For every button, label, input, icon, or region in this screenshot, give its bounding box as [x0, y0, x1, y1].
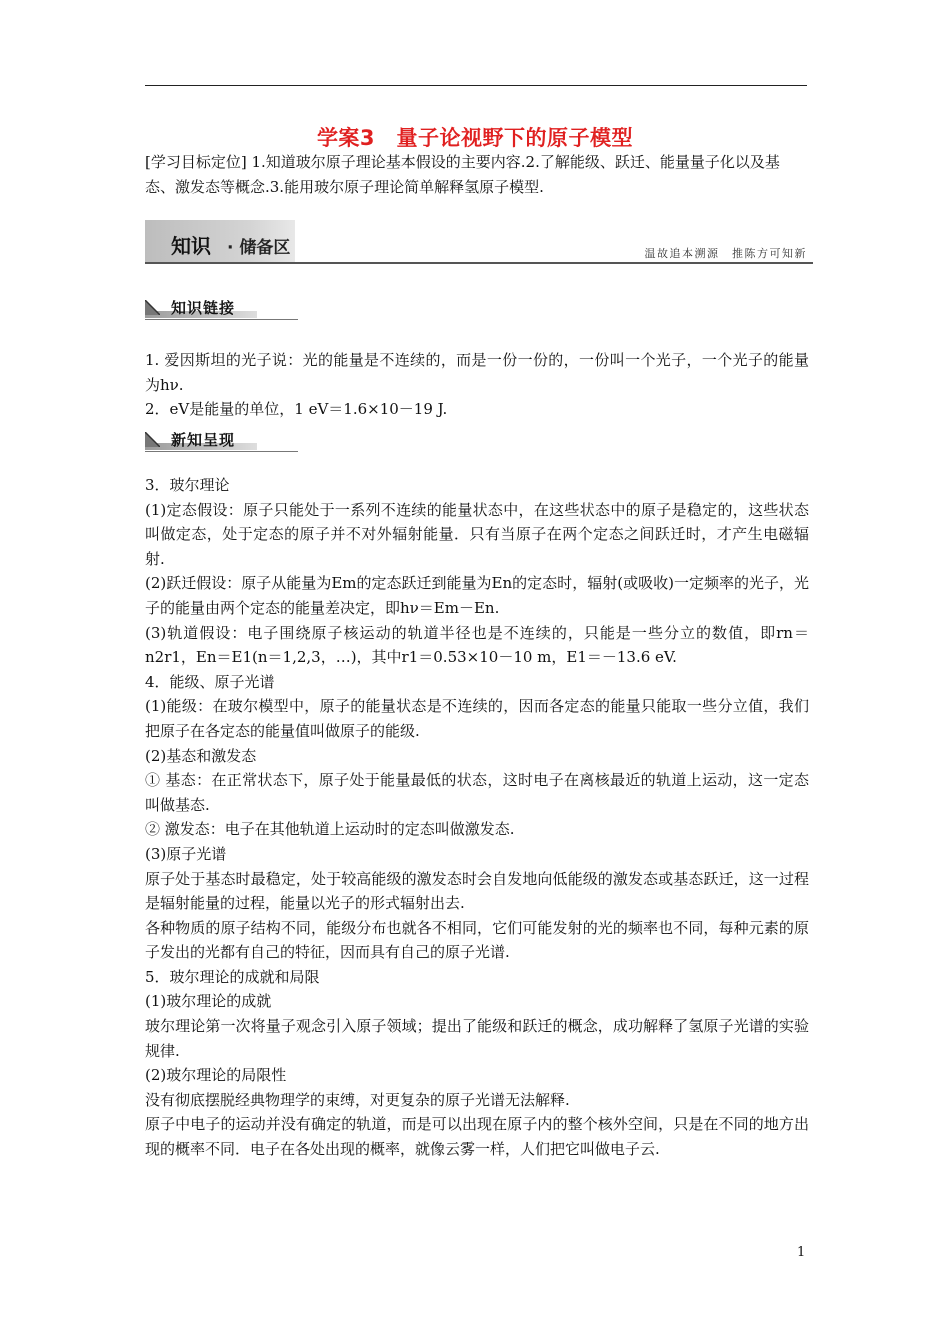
banner-motto: 温故追本溯源 推陈方可知新 — [644, 247, 807, 260]
paragraph: (3)轨道假设：电子围绕原子核运动的轨道半径也是不连续的，只能是一些分立的数值，即rn＝n2r1，En＝E1(n＝1,2,3，…)，其中r1＝0.53×10－10 m，E1＝－13.6 eV. — [145, 623, 809, 667]
paragraph: ② 激发态：电子在其他轨道上运动时的定态叫做激发态. — [145, 820, 515, 839]
section-heading-rule — [145, 451, 298, 452]
paragraph: (2)基态和激发态 — [145, 746, 257, 765]
section-heading-label: 知识链接 — [171, 299, 236, 317]
knowledge-banner — [145, 220, 813, 264]
section-heading-rule — [145, 319, 298, 320]
paragraph: 各种物质的原子结构不同，能级分布也就各不相同，它们可能发射的光的频率也不同，每种元素的原子发出的光都有自己的特征，因而具有自己的原子光谱. — [145, 918, 809, 962]
banner-rule — [145, 262, 813, 264]
page-number: 1 — [797, 1245, 806, 1260]
paragraph: 原子处于基态时最稳定，处于较高能级的激发态时会自发地向低能级的激发态或基态跃迁，这一过程是辐射能量的过程，能量以光子的形式辐射出去. — [145, 869, 809, 913]
paragraph: 原子中电子的运动并没有确定的轨道，而是可以出现在原子内的整个核外空间，只是在不同的地方出现的概率不同．电子在各处出现的概率，就像云雾一样，人们把它叫做电子云. — [145, 1115, 809, 1159]
paragraph: 玻尔理论第一次将量子观念引入原子领域；提出了能级和跃迁的概念，成功解释了氢原子光谱的实验规律. — [145, 1017, 809, 1060]
paragraph: 2．eV是能量的单位，1 eV＝1.6×10－19 J. — [145, 400, 448, 419]
paragraph: (1)玻尔理论的成就 — [145, 992, 272, 1011]
paragraph: 5．玻尔理论的成就和局限 — [145, 967, 320, 986]
document-title: 学案3 量子论视野下的原子模型 — [316, 126, 634, 150]
banner-sub-label: · 储备区 — [227, 238, 291, 258]
section-body-new-knowledge — [145, 473, 809, 1162]
corner-triangle-icon — [145, 432, 160, 447]
header-rule — [145, 85, 807, 86]
paragraph: (2)玻尔理论的局限性 — [145, 1066, 287, 1085]
paragraph: (1)能级：在玻尔模型中，原子的能量状态是不连续的，因而各定态的能量只能取一些分立值，我们把原子在各定态的能量值叫做原子的能级. — [145, 697, 809, 740]
section-heading-label: 新知呈现 — [171, 431, 236, 449]
section-heading-new-knowledge — [145, 429, 298, 453]
paragraph: 1. 爱因斯坦的光子说：光的能量是不连续的，而是一份一份的，一份叫一个光子，一个光子的能量为hν. — [145, 351, 809, 394]
paragraph: (1)定态假设：原子只能处于一系列不连续的能量状态中，在这些状态中的原子是稳定的，这些状态叫做定态，处于定态的原子并不对外辐射能量．只有当原子在两个定态之间跃迁时，才产生电磁辐射. — [145, 500, 809, 568]
paragraph: 3．玻尔理论 — [145, 476, 230, 494]
paragraph: 没有彻底摆脱经典物理学的束缚，对更复杂的原子光谱无法解释. — [145, 1090, 570, 1109]
banner-main-label: 知识 — [171, 234, 211, 258]
paragraph: 4．能级、原子光谱 — [145, 672, 275, 691]
paragraph: (3)原子光谱 — [145, 844, 227, 863]
section-heading-knowledge-links — [145, 297, 298, 321]
corner-triangle-icon — [145, 300, 160, 315]
paragraph: ① 基态：在正常状态下，原子处于能量最低的状态，这时电子在离核最近的轨道上运动，这一定态叫做基态. — [145, 771, 809, 814]
section-body-knowledge-links — [145, 348, 809, 422]
paragraph: (2)跃迁假设：原子从能量为Em的定态跃迁到能量为En的定态时，辐射(或吸收)一定频率的光子，光子的能量由两个定态的能量差决定，即hν＝Em－En. — [145, 574, 809, 617]
learning-objectives: [学习目标定位] 1.知道玻尔原子理论基本假设的主要内容.2.了解能级、跃迁、能量量子化以及基态、激发态等概念.3.能用玻尔原子理论简单解释氢原子模型. — [145, 153, 780, 196]
